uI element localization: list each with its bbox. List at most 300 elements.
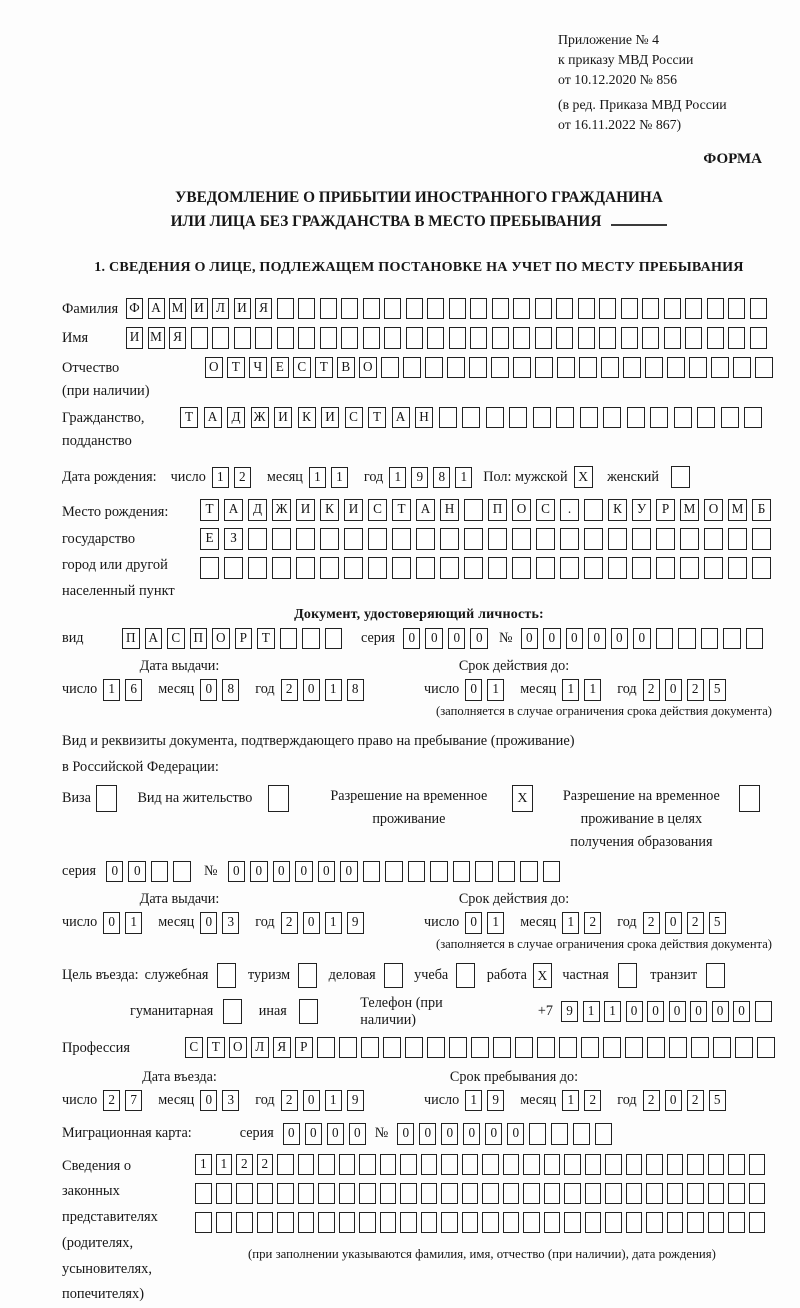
migration-number-cell[interactable]	[595, 1123, 612, 1145]
citizenship-cell[interactable]	[462, 407, 480, 429]
surname-cell[interactable]	[599, 298, 616, 320]
name-cell[interactable]	[255, 327, 272, 349]
representative-cell[interactable]	[359, 1212, 376, 1234]
purpose-checkbox[interactable]	[384, 963, 403, 988]
date-cell[interactable]: 2	[103, 1090, 120, 1112]
birth-place-cell[interactable]	[248, 528, 267, 550]
date-cell[interactable]: 0	[103, 912, 120, 934]
doc-kind-cell[interactable]: С	[167, 628, 185, 650]
representative-cell[interactable]	[216, 1183, 233, 1205]
surname-cell[interactable]	[578, 298, 595, 320]
residence-number-cell[interactable]: 0	[295, 861, 313, 883]
migration-series-cell[interactable]: 0	[283, 1123, 300, 1145]
representative-cell[interactable]	[380, 1183, 397, 1205]
birth-place-cell[interactable]	[392, 557, 411, 579]
residence-number-cell[interactable]	[475, 861, 493, 883]
residence-number-cell[interactable]	[363, 861, 381, 883]
name-cell[interactable]	[191, 327, 208, 349]
date-cell[interactable]: 0	[303, 1090, 320, 1112]
representative-cell[interactable]: 1	[216, 1154, 233, 1176]
citizenship-cell[interactable]	[556, 407, 574, 429]
surname-cell[interactable]: Ф	[126, 298, 143, 320]
representative-cell[interactable]	[564, 1212, 581, 1234]
patronymic-cell[interactable]	[645, 357, 663, 379]
representative-cell[interactable]	[421, 1183, 438, 1205]
residence-number-cell[interactable]: 0	[273, 861, 291, 883]
surname-cell[interactable]: И	[234, 298, 251, 320]
date-cell[interactable]: 9	[347, 1090, 364, 1112]
doc-series-cell[interactable]: 0	[470, 628, 488, 650]
patronymic-cell[interactable]: Е	[271, 357, 289, 379]
surname-cell[interactable]	[535, 298, 552, 320]
name-cell[interactable]	[599, 327, 616, 349]
residence-number-cell[interactable]	[520, 861, 538, 883]
representative-cell[interactable]	[421, 1212, 438, 1234]
birth-place-cell[interactable]: У	[632, 499, 651, 521]
representative-cell[interactable]	[646, 1183, 663, 1205]
representative-cell[interactable]	[441, 1154, 458, 1176]
phone-cell[interactable]: 0	[647, 1001, 664, 1023]
date-cell[interactable]: 3	[222, 912, 239, 934]
birth-place-cell[interactable]	[584, 499, 603, 521]
male-checkbox[interactable]: X	[574, 466, 593, 488]
name-cell[interactable]	[320, 327, 337, 349]
representative-cell[interactable]	[318, 1212, 335, 1234]
visa-checkbox[interactable]	[96, 785, 117, 812]
profession-cell[interactable]	[515, 1037, 533, 1059]
citizenship-cell[interactable]: К	[298, 407, 316, 429]
profession-cell[interactable]	[493, 1037, 511, 1059]
profession-cell[interactable]	[471, 1037, 489, 1059]
phone-cell[interactable]	[755, 1001, 772, 1023]
residence-number-cell[interactable]: 0	[228, 861, 246, 883]
representative-cell[interactable]	[195, 1212, 212, 1234]
representative-cell[interactable]	[257, 1212, 274, 1234]
patronymic-cell[interactable]	[381, 357, 399, 379]
date-cell[interactable]: 2	[643, 679, 660, 701]
surname-cell[interactable]	[384, 298, 401, 320]
representative-cell[interactable]	[708, 1212, 725, 1234]
purpose-checkbox[interactable]	[618, 963, 637, 988]
citizenship-cell[interactable]: А	[204, 407, 222, 429]
birth-place-cell[interactable]	[416, 557, 435, 579]
residence-number-cell[interactable]: 0	[340, 861, 358, 883]
patronymic-cell[interactable]: Т	[315, 357, 333, 379]
birth-place-cell[interactable]	[320, 557, 339, 579]
patronymic-cell[interactable]: В	[337, 357, 355, 379]
profession-cell[interactable]	[713, 1037, 731, 1059]
name-cell[interactable]	[642, 327, 659, 349]
phone-cell[interactable]: 9	[561, 1001, 578, 1023]
representative-cell[interactable]	[728, 1154, 745, 1176]
doc-number-cell[interactable]	[678, 628, 696, 650]
patronymic-cell[interactable]	[425, 357, 443, 379]
migration-number-cell[interactable]: 0	[463, 1123, 480, 1145]
purpose-checkbox[interactable]	[299, 999, 318, 1024]
name-cell[interactable]	[707, 327, 724, 349]
surname-cell[interactable]	[277, 298, 294, 320]
profession-cell[interactable]	[537, 1037, 555, 1059]
birth-place-cell[interactable]	[704, 528, 723, 550]
patronymic-cell[interactable]	[469, 357, 487, 379]
representative-cell[interactable]	[523, 1154, 540, 1176]
residence-number-cell[interactable]: 0	[250, 861, 268, 883]
representative-cell[interactable]	[400, 1183, 417, 1205]
profession-cell[interactable]	[449, 1037, 467, 1059]
date-cell[interactable]: 2	[643, 1090, 660, 1112]
patronymic-cell[interactable]	[711, 357, 729, 379]
surname-cell[interactable]: И	[191, 298, 208, 320]
representative-cell[interactable]	[298, 1212, 315, 1234]
phone-cell[interactable]: 0	[626, 1001, 643, 1023]
citizenship-cell[interactable]	[627, 407, 645, 429]
birth-place-cell[interactable]: С	[368, 499, 387, 521]
residence-number-cell[interactable]: 0	[318, 861, 336, 883]
birth-place-cell[interactable]	[656, 557, 675, 579]
citizenship-cell[interactable]	[744, 407, 762, 429]
residence-number-cell[interactable]	[430, 861, 448, 883]
migration-series-cell[interactable]: 0	[327, 1123, 344, 1145]
representative-cell[interactable]	[359, 1154, 376, 1176]
birth-place-cell[interactable]	[680, 528, 699, 550]
birth-place-cell[interactable]	[248, 557, 267, 579]
surname-cell[interactable]	[621, 298, 638, 320]
profession-cell[interactable]	[735, 1037, 753, 1059]
date-cell[interactable]: 1	[487, 679, 504, 701]
representative-cell[interactable]	[687, 1183, 704, 1205]
date-cell[interactable]: 2	[281, 1090, 298, 1112]
representative-cell[interactable]	[544, 1183, 561, 1205]
name-cell[interactable]	[341, 327, 358, 349]
profession-cell[interactable]	[691, 1037, 709, 1059]
profession-cell[interactable]	[317, 1037, 335, 1059]
representative-cell[interactable]	[339, 1154, 356, 1176]
birth-place-cell[interactable]	[704, 557, 723, 579]
birth-year-cell[interactable]: 1	[455, 467, 472, 489]
birth-place-cell[interactable]	[752, 557, 771, 579]
date-cell[interactable]: 1	[487, 912, 504, 934]
doc-number-cell[interactable]: 0	[521, 628, 539, 650]
date-cell[interactable]: 6	[125, 679, 142, 701]
patronymic-cell[interactable]	[579, 357, 597, 379]
representative-cell[interactable]	[626, 1154, 643, 1176]
date-cell[interactable]: 0	[465, 912, 482, 934]
surname-cell[interactable]	[298, 298, 315, 320]
representative-cell[interactable]	[298, 1183, 315, 1205]
birth-place-cell[interactable]	[368, 528, 387, 550]
patronymic-cell[interactable]	[623, 357, 641, 379]
representative-cell[interactable]	[523, 1212, 540, 1234]
representative-cell[interactable]	[339, 1212, 356, 1234]
patronymic-cell[interactable]: Ч	[249, 357, 267, 379]
birth-place-cell[interactable]	[632, 528, 651, 550]
birth-place-cell[interactable]: Т	[392, 499, 411, 521]
representative-cell[interactable]	[482, 1183, 499, 1205]
date-cell[interactable]: 2	[281, 679, 298, 701]
date-cell[interactable]: 0	[200, 679, 217, 701]
residence-number-cell[interactable]	[543, 861, 561, 883]
date-cell[interactable]: 5	[709, 1090, 726, 1112]
patronymic-cell[interactable]	[491, 357, 509, 379]
date-cell[interactable]: 1	[125, 912, 142, 934]
representative-cell[interactable]	[195, 1183, 212, 1205]
residence-series-cell[interactable]: 0	[128, 861, 146, 883]
doc-number-cell[interactable]	[656, 628, 674, 650]
patronymic-cell[interactable]	[403, 357, 421, 379]
date-cell[interactable]: 1	[465, 1090, 482, 1112]
date-cell[interactable]: 7	[125, 1090, 142, 1112]
surname-cell[interactable]	[642, 298, 659, 320]
birth-place-cell[interactable]	[272, 557, 291, 579]
date-cell[interactable]: 2	[281, 912, 298, 934]
representative-cell[interactable]	[503, 1212, 520, 1234]
surname-cell[interactable]	[492, 298, 509, 320]
surname-cell[interactable]	[470, 298, 487, 320]
representative-cell[interactable]	[585, 1154, 602, 1176]
birth-place-cell[interactable]: П	[488, 499, 507, 521]
surname-cell[interactable]	[750, 298, 767, 320]
profession-cell[interactable]	[669, 1037, 687, 1059]
patronymic-cell[interactable]: Т	[227, 357, 245, 379]
date-cell[interactable]: 1	[103, 679, 120, 701]
patronymic-cell[interactable]	[689, 357, 707, 379]
citizenship-cell[interactable]	[721, 407, 739, 429]
profession-cell[interactable]: Т	[207, 1037, 225, 1059]
date-cell[interactable]: 5	[709, 912, 726, 934]
doc-kind-cell[interactable]: П	[190, 628, 208, 650]
birth-place-cell[interactable]	[536, 528, 555, 550]
rvp-checkbox[interactable]: X	[512, 785, 533, 812]
representative-cell[interactable]: 1	[195, 1154, 212, 1176]
birth-place-cell[interactable]: К	[320, 499, 339, 521]
representative-cell[interactable]	[564, 1183, 581, 1205]
surname-cell[interactable]	[406, 298, 423, 320]
name-cell[interactable]	[556, 327, 573, 349]
citizenship-cell[interactable]	[509, 407, 527, 429]
profession-cell[interactable]	[757, 1037, 775, 1059]
date-cell[interactable]: 1	[562, 912, 579, 934]
birth-place-cell[interactable]	[200, 557, 219, 579]
doc-number-cell[interactable]: 0	[543, 628, 561, 650]
representative-cell[interactable]	[482, 1212, 499, 1234]
representative-cell[interactable]	[605, 1212, 622, 1234]
residence-number-cell[interactable]	[453, 861, 471, 883]
birth-place-cell[interactable]: И	[344, 499, 363, 521]
migration-number-cell[interactable]	[551, 1123, 568, 1145]
purpose-checkbox[interactable]	[298, 963, 317, 988]
profession-cell[interactable]	[427, 1037, 445, 1059]
date-cell[interactable]: 1	[325, 679, 342, 701]
representative-cell[interactable]	[400, 1154, 417, 1176]
doc-kind-cell[interactable]	[280, 628, 298, 650]
representative-cell[interactable]	[462, 1212, 479, 1234]
birth-place-cell[interactable]	[584, 557, 603, 579]
date-cell[interactable]: 2	[687, 912, 704, 934]
purpose-checkbox[interactable]	[706, 963, 725, 988]
date-cell[interactable]: 9	[487, 1090, 504, 1112]
phone-cell[interactable]: 0	[733, 1001, 750, 1023]
date-cell[interactable]: 0	[303, 912, 320, 934]
migration-number-cell[interactable]	[529, 1123, 546, 1145]
citizenship-cell[interactable]: И	[321, 407, 339, 429]
representative-cell[interactable]	[708, 1154, 725, 1176]
representative-cell[interactable]	[298, 1154, 315, 1176]
representative-cell[interactable]	[523, 1183, 540, 1205]
date-cell[interactable]: 0	[200, 1090, 217, 1112]
birth-day-cell[interactable]: 1	[212, 467, 229, 489]
representative-cell[interactable]	[441, 1183, 458, 1205]
date-cell[interactable]: 1	[325, 912, 342, 934]
surname-cell[interactable]	[449, 298, 466, 320]
patronymic-cell[interactable]	[447, 357, 465, 379]
birth-place-cell[interactable]	[464, 557, 483, 579]
citizenship-cell[interactable]: И	[274, 407, 292, 429]
birth-place-cell[interactable]: Т	[200, 499, 219, 521]
representative-cell[interactable]	[749, 1154, 766, 1176]
birth-place-cell[interactable]	[608, 528, 627, 550]
residence-series-cell[interactable]	[151, 861, 169, 883]
representative-cell[interactable]	[749, 1183, 766, 1205]
doc-kind-cell[interactable]	[302, 628, 320, 650]
citizenship-cell[interactable]	[486, 407, 504, 429]
citizenship-cell[interactable]: Д	[227, 407, 245, 429]
name-cell[interactable]	[578, 327, 595, 349]
birth-year-cell[interactable]: 8	[433, 467, 450, 489]
surname-cell[interactable]: А	[148, 298, 165, 320]
birth-place-cell[interactable]	[344, 528, 363, 550]
citizenship-cell[interactable]: Т	[180, 407, 198, 429]
birth-place-cell[interactable]: М	[728, 499, 747, 521]
residence-series-cell[interactable]: 0	[106, 861, 124, 883]
name-cell[interactable]	[427, 327, 444, 349]
phone-cell[interactable]: 0	[690, 1001, 707, 1023]
name-cell[interactable]	[513, 327, 530, 349]
patronymic-cell[interactable]: С	[293, 357, 311, 379]
name-cell[interactable]	[728, 327, 745, 349]
name-cell[interactable]	[492, 327, 509, 349]
birth-place-cell[interactable]: К	[608, 499, 627, 521]
birth-place-cell[interactable]: Д	[248, 499, 267, 521]
doc-kind-cell[interactable]: А	[145, 628, 163, 650]
profession-cell[interactable]	[361, 1037, 379, 1059]
date-cell[interactable]: 2	[584, 912, 601, 934]
representative-cell[interactable]	[380, 1212, 397, 1234]
profession-cell[interactable]	[559, 1037, 577, 1059]
doc-kind-cell[interactable]: П	[122, 628, 140, 650]
surname-cell[interactable]: М	[169, 298, 186, 320]
doc-number-cell[interactable]: 0	[566, 628, 584, 650]
birth-place-cell[interactable]	[440, 528, 459, 550]
birth-place-cell[interactable]: Н	[440, 499, 459, 521]
citizenship-cell[interactable]: А	[392, 407, 410, 429]
name-cell[interactable]	[449, 327, 466, 349]
representative-cell[interactable]	[749, 1212, 766, 1234]
birth-place-cell[interactable]	[344, 557, 363, 579]
birth-place-cell[interactable]: .	[560, 499, 579, 521]
profession-cell[interactable]	[581, 1037, 599, 1059]
doc-number-cell[interactable]: 0	[611, 628, 629, 650]
birth-place-cell[interactable]: З	[224, 528, 243, 550]
citizenship-cell[interactable]	[603, 407, 621, 429]
representative-cell[interactable]	[339, 1183, 356, 1205]
representative-cell[interactable]	[359, 1183, 376, 1205]
profession-cell[interactable]: Я	[273, 1037, 291, 1059]
birth-place-cell[interactable]	[488, 528, 507, 550]
migration-number-cell[interactable]	[573, 1123, 590, 1145]
doc-kind-cell[interactable]: Т	[257, 628, 275, 650]
date-cell[interactable]: 0	[665, 912, 682, 934]
residence-number-cell[interactable]	[385, 861, 403, 883]
migration-number-cell[interactable]: 0	[485, 1123, 502, 1145]
birth-place-cell[interactable]: И	[296, 499, 315, 521]
representative-cell[interactable]	[626, 1183, 643, 1205]
name-cell[interactable]: Я	[169, 327, 186, 349]
birth-place-cell[interactable]	[752, 528, 771, 550]
name-cell[interactable]	[212, 327, 229, 349]
name-cell[interactable]	[298, 327, 315, 349]
birth-year-cell[interactable]: 9	[411, 467, 428, 489]
birth-place-cell[interactable]	[728, 557, 747, 579]
date-cell[interactable]: 2	[584, 1090, 601, 1112]
representative-cell[interactable]	[646, 1212, 663, 1234]
name-cell[interactable]	[406, 327, 423, 349]
name-cell[interactable]	[750, 327, 767, 349]
representative-cell[interactable]	[503, 1154, 520, 1176]
name-cell[interactable]	[664, 327, 681, 349]
phone-cell[interactable]: 0	[669, 1001, 686, 1023]
date-cell[interactable]: 8	[222, 679, 239, 701]
representative-cell[interactable]	[564, 1154, 581, 1176]
representative-cell[interactable]	[257, 1183, 274, 1205]
surname-cell[interactable]	[320, 298, 337, 320]
name-cell[interactable]	[277, 327, 294, 349]
representative-cell[interactable]	[667, 1212, 684, 1234]
representative-cell[interactable]	[236, 1212, 253, 1234]
citizenship-cell[interactable]: Ж	[251, 407, 269, 429]
migration-series-cell[interactable]: 0	[349, 1123, 366, 1145]
rvpo-checkbox[interactable]	[739, 785, 760, 812]
birth-place-cell[interactable]	[272, 528, 291, 550]
surname-cell[interactable]	[707, 298, 724, 320]
representative-cell[interactable]	[318, 1154, 335, 1176]
birth-place-cell[interactable]	[416, 528, 435, 550]
citizenship-cell[interactable]	[697, 407, 715, 429]
representative-cell[interactable]	[667, 1154, 684, 1176]
birth-place-cell[interactable]	[296, 557, 315, 579]
date-cell[interactable]: 0	[665, 1090, 682, 1112]
representative-cell[interactable]	[585, 1212, 602, 1234]
representative-cell[interactable]: 2	[257, 1154, 274, 1176]
profession-cell[interactable]: О	[229, 1037, 247, 1059]
birth-place-cell[interactable]	[632, 557, 651, 579]
birth-place-cell[interactable]: А	[224, 499, 243, 521]
profession-cell[interactable]	[647, 1037, 665, 1059]
doc-number-cell[interactable]	[723, 628, 741, 650]
birth-day-cell[interactable]: 2	[234, 467, 251, 489]
birth-place-cell[interactable]	[440, 557, 459, 579]
phone-cell[interactable]: 0	[712, 1001, 729, 1023]
date-cell[interactable]: 2	[643, 912, 660, 934]
doc-number-cell[interactable]: 0	[588, 628, 606, 650]
doc-number-cell[interactable]	[746, 628, 764, 650]
migration-number-cell[interactable]: 0	[507, 1123, 524, 1145]
surname-cell[interactable]	[341, 298, 358, 320]
surname-cell[interactable]: Л	[212, 298, 229, 320]
doc-kind-cell[interactable]: О	[212, 628, 230, 650]
patronymic-cell[interactable]	[601, 357, 619, 379]
birth-place-cell[interactable]	[728, 528, 747, 550]
surname-cell[interactable]	[363, 298, 380, 320]
